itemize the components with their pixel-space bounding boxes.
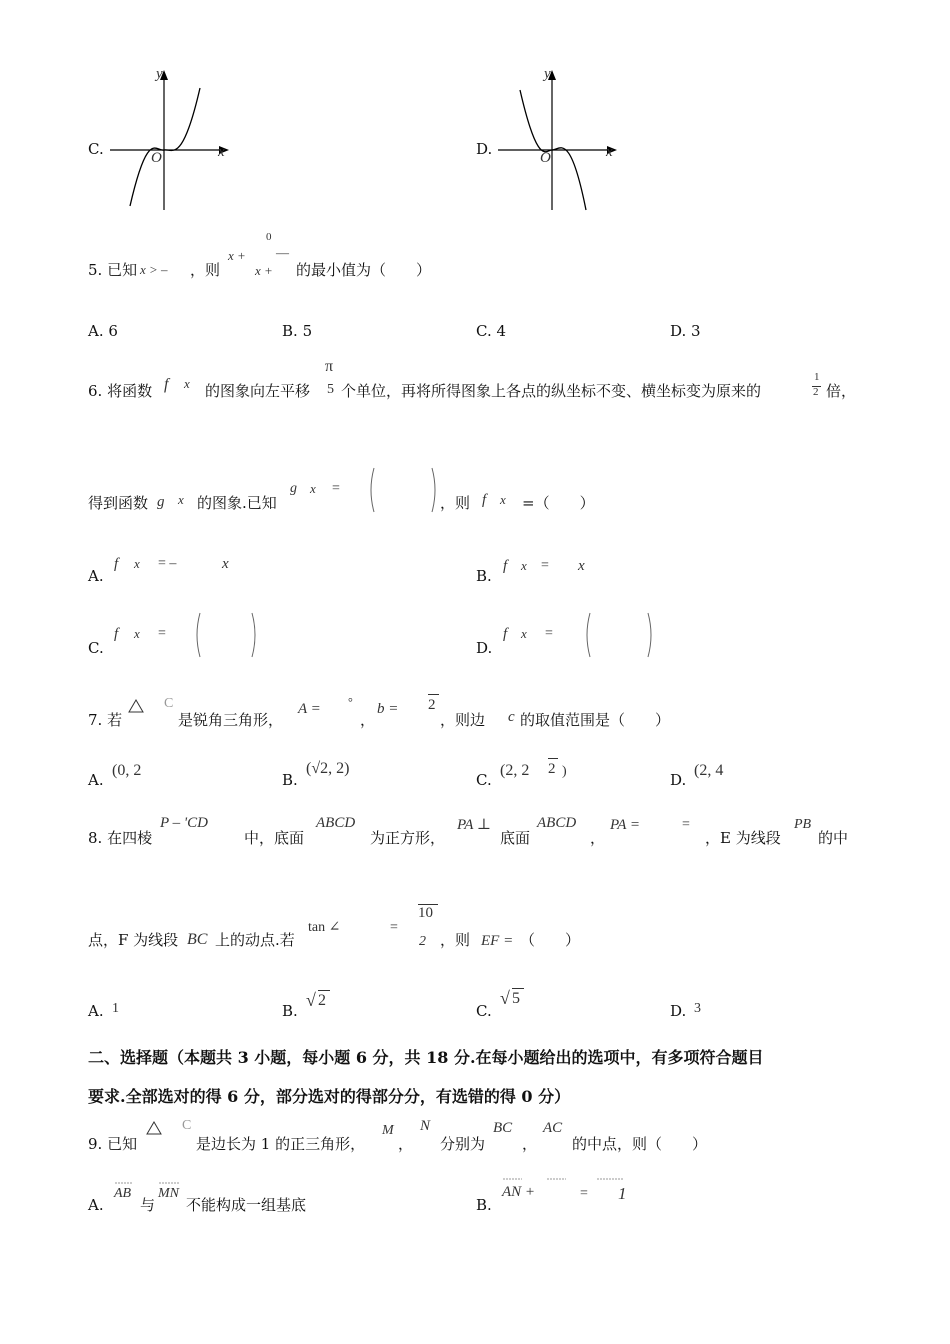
q6-option-b-f: f — [503, 558, 508, 574]
q9-bc: BC — [493, 1120, 513, 1136]
q8-option-b-bar — [318, 990, 330, 991]
graph-d-origin-label: O — [540, 150, 551, 166]
q5-expr-dash: — — [276, 245, 289, 260]
q6-f: f — [164, 376, 169, 393]
q8-option-b-label: B. — [282, 1002, 298, 1020]
q6-line1-c: 个单位，再将所得图象上各点的纵坐标不变、横坐标变为原来的 — [341, 382, 762, 400]
q5-option-c-label: C. — [476, 322, 492, 340]
q7-option-d-value: (2, 4 — [694, 762, 724, 779]
q5-option-a-label: A. — [88, 322, 104, 340]
q7-b: b = — [377, 701, 399, 717]
q8-option-b-sqrt: √ — [306, 990, 316, 1010]
q7-comma: ， — [360, 711, 376, 729]
q7-tri-c: C — [164, 696, 174, 711]
q6-known-eq: = — [332, 481, 340, 496]
graph-c-x-label: x — [218, 144, 225, 160]
q7-option-a-value: (0, 2 — [112, 762, 142, 779]
q8-ef: EF = — [481, 933, 514, 949]
q7-option-c-root-bar — [548, 758, 558, 759]
q6-pi: π — [325, 358, 334, 375]
q5-expr-top: 0 — [266, 231, 272, 243]
q6-known-g: g — [290, 481, 297, 496]
q6-option-b-rhs: = — [541, 558, 549, 573]
q7-root: 2 — [428, 697, 436, 713]
graph-c-origin-label: O — [151, 150, 162, 166]
q9-option-b-eq: = — [580, 1186, 588, 1201]
q6-option-c-rhs: = — [158, 626, 166, 641]
q6-option-a-label: A. — [88, 567, 104, 585]
q8-option-d-value: 3 — [694, 1001, 701, 1016]
vector-arrow-icon — [546, 1176, 568, 1182]
q9-option-a-v1: AB — [114, 1186, 132, 1201]
q8-option-b-value: 2 — [318, 992, 326, 1009]
q7-option-c-label: C. — [476, 771, 492, 789]
q6-g: g — [157, 494, 165, 510]
vector-arrow-icon — [502, 1176, 524, 1182]
section2-heading-line1: 二、选择题（本题共 3 小题，每小题 6 分，共 18 分.在每小题给出的选项中，有多项符合题目 — [88, 1048, 764, 1067]
q9-comma: ， — [398, 1135, 414, 1153]
q8-pb: PB — [794, 817, 812, 832]
q8-option-d-label: D. — [670, 1002, 687, 1020]
q8-t5: ，E 为线段 — [705, 829, 781, 847]
q6-line2-x: x — [500, 492, 506, 507]
q9-ac: AC — [543, 1120, 563, 1136]
q6-half-num: 1 — [814, 371, 820, 383]
q6-option-d-rhs: = — [545, 626, 553, 641]
q8-t1: 中，底面 — [244, 829, 305, 847]
q9-option-b-v3: 1 — [618, 1184, 627, 1203]
q9-t3: 的中点，则（ ） — [572, 1135, 708, 1153]
q8-abcd2: ABCD — [537, 815, 577, 831]
q8-den2: 2 — [419, 934, 426, 949]
q9-t1: 是边长为 1 的正三角形， — [196, 1135, 366, 1153]
q6-option-c-x: x — [134, 626, 140, 641]
q9-option-a-label: A. — [88, 1196, 104, 1214]
q5-option-a-value: 6 — [108, 322, 118, 340]
q8-tan: tan ∠ — [308, 920, 341, 935]
graph-c-y-label: y — [156, 66, 163, 82]
q6-known-parens — [368, 465, 440, 515]
q9-option-a-tail: 不能构成一组基底 — [186, 1196, 307, 1214]
q6-x: x — [184, 376, 190, 391]
q7-option-a-label: A. — [88, 771, 104, 789]
q8-t2: 为正方形， — [370, 829, 446, 847]
q5-tail: 的最小值为（ ） — [296, 261, 432, 279]
q8-option-c-bar — [512, 988, 524, 989]
q5-condition: x > – — [140, 262, 168, 277]
triangle-icon — [128, 699, 144, 713]
q8-pa-perp: PA ⊥ — [457, 817, 491, 833]
q7-c: c — [508, 709, 515, 725]
graph-d-y-label: y — [544, 66, 551, 82]
q5-option-d — [670, 322, 701, 340]
q8-pa-eq: PA = — [610, 817, 640, 833]
q9-t2: 分别为 — [440, 1135, 486, 1153]
q8-eq3: = — [390, 920, 398, 935]
q8-option-c-sqrt: √ — [500, 988, 510, 1008]
q6-line2-b: 的图象.已知 — [197, 494, 277, 512]
q8-line2-a: 点，F 为线段 — [88, 931, 179, 949]
q5-expr-b: x + — [255, 263, 273, 278]
q6-option-a-x: x — [134, 556, 140, 571]
q8-bc: BC — [187, 931, 208, 948]
q7-option-c-value: (2, 2 — [500, 762, 530, 779]
q6-option-a-rhs: = – — [158, 556, 177, 571]
q8-option-c-label: C. — [476, 1002, 492, 1020]
q6-line1-d: 倍， — [826, 382, 857, 400]
q5-expr-a: x + — [228, 248, 246, 263]
graph-d — [496, 68, 626, 213]
option-c-label: C. — [88, 140, 104, 158]
q9-option-a-mid: 与 — [140, 1196, 156, 1214]
q7-text-c: 的取值范围是（ ） — [520, 711, 671, 729]
graph-d-x-label: x — [606, 144, 613, 160]
q8-line2-d: （ ） — [520, 931, 581, 949]
q7-option-c-root: 2 — [548, 761, 556, 777]
q6-line2-d: =（ ） — [522, 494, 595, 512]
q8-option-c-value: 5 — [512, 990, 520, 1007]
q5-option-c — [476, 322, 506, 340]
q6-option-d-label: D. — [476, 639, 493, 657]
q8-option-a-label: A. — [88, 1002, 104, 1020]
q7-text-a: 是锐角三角形， — [178, 711, 284, 729]
q7-option-b-label: B. — [282, 771, 298, 789]
q9-number: 9. 已知 — [88, 1135, 138, 1153]
q9-m: M — [382, 1123, 394, 1138]
q5-option-c-value: 4 — [496, 322, 507, 340]
triangle-icon — [146, 1121, 162, 1135]
q7-option-b-value: (√2, 2) — [306, 760, 350, 777]
section2-heading-line2: 要求.全部选对的得 6 分，部分选对的得部分分，有选错的得 0 分） — [88, 1087, 571, 1106]
graph-c — [108, 68, 238, 213]
q6-option-b-var: x — [578, 558, 585, 574]
q6-five: 5 — [327, 382, 334, 397]
q7-option-d-label: D. — [670, 771, 687, 789]
q7-A: A = — [298, 701, 321, 717]
q6-option-c-label: C. — [88, 639, 104, 657]
q6-line2-c: ，则 — [440, 494, 471, 512]
q7-option-c-close: ) — [562, 764, 567, 779]
q8-root10: 10 — [418, 905, 433, 921]
q6-line2-f: f — [482, 492, 487, 508]
q8-t3: 底面 — [500, 829, 531, 847]
q6-option-b-x: x — [521, 558, 527, 573]
q9-comma2: ， — [522, 1135, 538, 1153]
q7-deg: ° — [348, 695, 353, 709]
q5-option-a — [88, 322, 118, 340]
q5-option-d-label: D. — [670, 322, 687, 340]
q8-line2-b: 上的动点.若 — [215, 931, 295, 949]
q6-option-d-x: x — [521, 626, 527, 641]
q9-option-b-label: B. — [476, 1196, 492, 1214]
q8-abcd: ABCD — [316, 815, 356, 831]
q5-option-b-label: B. — [282, 322, 298, 340]
q6-option-d-f: f — [503, 626, 508, 642]
q9-n: N — [420, 1118, 431, 1134]
q5-option-b-value: 5 — [302, 322, 313, 340]
q6-option-c-f: f — [114, 626, 119, 642]
q5-option-b — [282, 322, 312, 340]
q5-then: ，则 — [190, 261, 221, 279]
q9-option-a-v2: MN — [158, 1186, 179, 1201]
q5-option-d-value: 3 — [691, 322, 701, 340]
q9-option-b-v1: AN + — [502, 1184, 536, 1200]
q7-number: 7. 若 — [88, 711, 123, 729]
q8-t4: ， — [590, 829, 606, 847]
q6-option-d-parens — [584, 610, 654, 660]
option-d-label: D. — [476, 140, 493, 158]
vector-arrow-icon — [596, 1176, 626, 1182]
q8-pyramid: P – 'CD — [160, 815, 208, 831]
q8-t6: 的中 — [818, 829, 849, 847]
q6-option-c-parens — [194, 610, 258, 660]
q7-text-b: ，则边 — [440, 711, 486, 729]
q8-line2-c: ，则 — [440, 931, 471, 949]
q8-eq2: = — [682, 817, 690, 832]
q7-root-bar — [428, 694, 439, 695]
q6-line2-a: 得到函数 — [88, 494, 149, 512]
q8-number: 8. 在四棱 — [88, 829, 153, 847]
q6-known-x: x — [310, 481, 316, 496]
q6-half-den: 2 — [813, 386, 819, 398]
q5-number: 5. 已知 — [88, 261, 138, 279]
q6-g-x: x — [178, 492, 184, 507]
q6-option-a-var: x — [222, 556, 229, 572]
q6-option-b-label: B. — [476, 567, 492, 585]
q6-line1-b: 的图象向左平移 — [205, 382, 311, 400]
q6-option-a-f: f — [114, 556, 119, 572]
q6-line1-a: 6. 将函数 — [88, 382, 153, 400]
q8-option-a-value: 1 — [112, 1001, 119, 1016]
q9-tri-c: C — [182, 1118, 192, 1133]
